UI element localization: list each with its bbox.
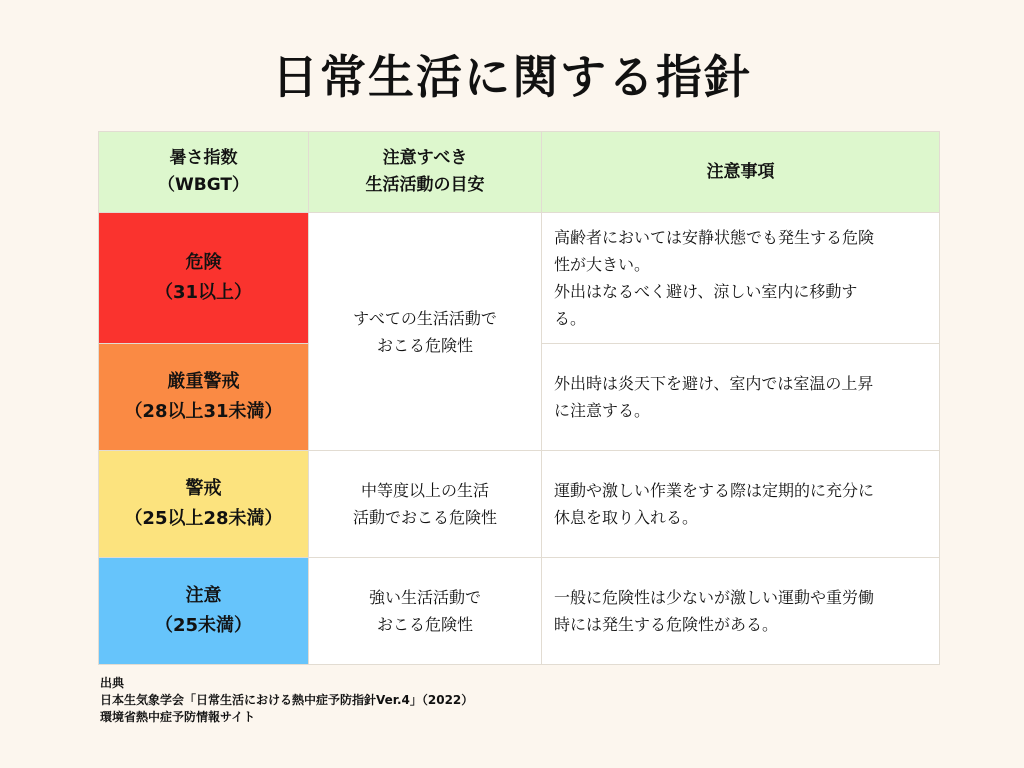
level-range-severe-warning: （28以上31未満） — [124, 401, 283, 422]
header-wbgt-line2: （WBGT） — [158, 175, 249, 195]
header-activity-line2: 生活活動の目安 — [365, 175, 485, 195]
level-cell-caution — [99, 558, 309, 665]
activity-warning-line1: 中等度以上の生活 — [360, 481, 489, 500]
table-header-row — [99, 132, 940, 213]
level-range-caution: （25未満） — [154, 615, 253, 636]
activity-shared-line2: おこる危険性 — [376, 335, 473, 355]
note-warning-line2: 休息を取り入れる。 — [554, 508, 699, 527]
note-cell-caution — [542, 558, 940, 665]
note-cell-severe-warning — [542, 344, 940, 451]
level-range-warning: （25以上28未満） — [124, 508, 283, 529]
header-wbgt — [99, 132, 309, 213]
level-name-severe-warning: 厳重警戒 — [167, 371, 240, 392]
note-caution-line2: 時には発生する危険性がある。 — [554, 615, 779, 634]
note-warning-line1: 運動や激しい作業をする際は定期的に充分に — [554, 481, 875, 500]
table-row-caution — [99, 558, 940, 665]
source-line-society: 日本生気象学会「日常生活における熱中症予防指針Ver.4」（2022） — [100, 693, 474, 707]
note-danger-line1: 高齢者においては安静状態でも発生する危険 — [554, 228, 875, 247]
activity-shared-line1: すべての生活活動で — [353, 308, 497, 328]
source-label: 出典 — [100, 676, 125, 690]
note-caution-line1: 一般に危険性は少ないが激しい運動や重労働 — [554, 588, 875, 607]
level-name-danger: 危険 — [185, 252, 222, 273]
activity-cell-caution — [309, 558, 542, 665]
activity-cell-warning — [309, 451, 542, 558]
source-citation — [100, 675, 473, 726]
note-danger-line4: る。 — [554, 309, 587, 328]
note-severe-line1: 外出時は炎天下を避け、室内では室温の上昇 — [554, 374, 874, 393]
source-line-ministry: 環境省熱中症予防情報サイト — [100, 710, 256, 724]
note-severe-line2: に注意する。 — [554, 401, 651, 420]
activity-caution-line1: 強い生活活動で — [368, 588, 481, 607]
page-title: 日常生活に関する指針 — [272, 50, 752, 104]
level-name-warning: 警戒 — [185, 478, 222, 499]
level-name-caution: 注意 — [185, 585, 222, 606]
activity-warning-line2: 活動でおこる危険性 — [352, 508, 497, 527]
note-cell-danger — [542, 213, 940, 344]
level-range-danger: （31以上） — [154, 282, 253, 303]
table-row-warning — [99, 451, 940, 558]
activity-caution-line2: おこる危険性 — [376, 615, 473, 634]
note-cell-warning — [542, 451, 940, 558]
level-cell-danger — [99, 213, 309, 344]
header-activity — [309, 132, 542, 213]
note-danger-line3: 外出はなるべく避け、涼しい室内に移動す — [554, 282, 858, 301]
header-notes: 注意事項 — [542, 132, 940, 213]
header-wbgt-line1: 暑さ指数 — [169, 148, 238, 168]
header-activity-line1: 注意すべき — [382, 148, 468, 168]
note-danger-line2: 性が大きい。 — [554, 255, 651, 274]
level-cell-severe-warning — [99, 344, 309, 451]
level-cell-warning — [99, 451, 309, 558]
table-row-danger — [99, 213, 940, 344]
guideline-table — [98, 131, 940, 665]
activity-cell-shared — [309, 213, 542, 451]
